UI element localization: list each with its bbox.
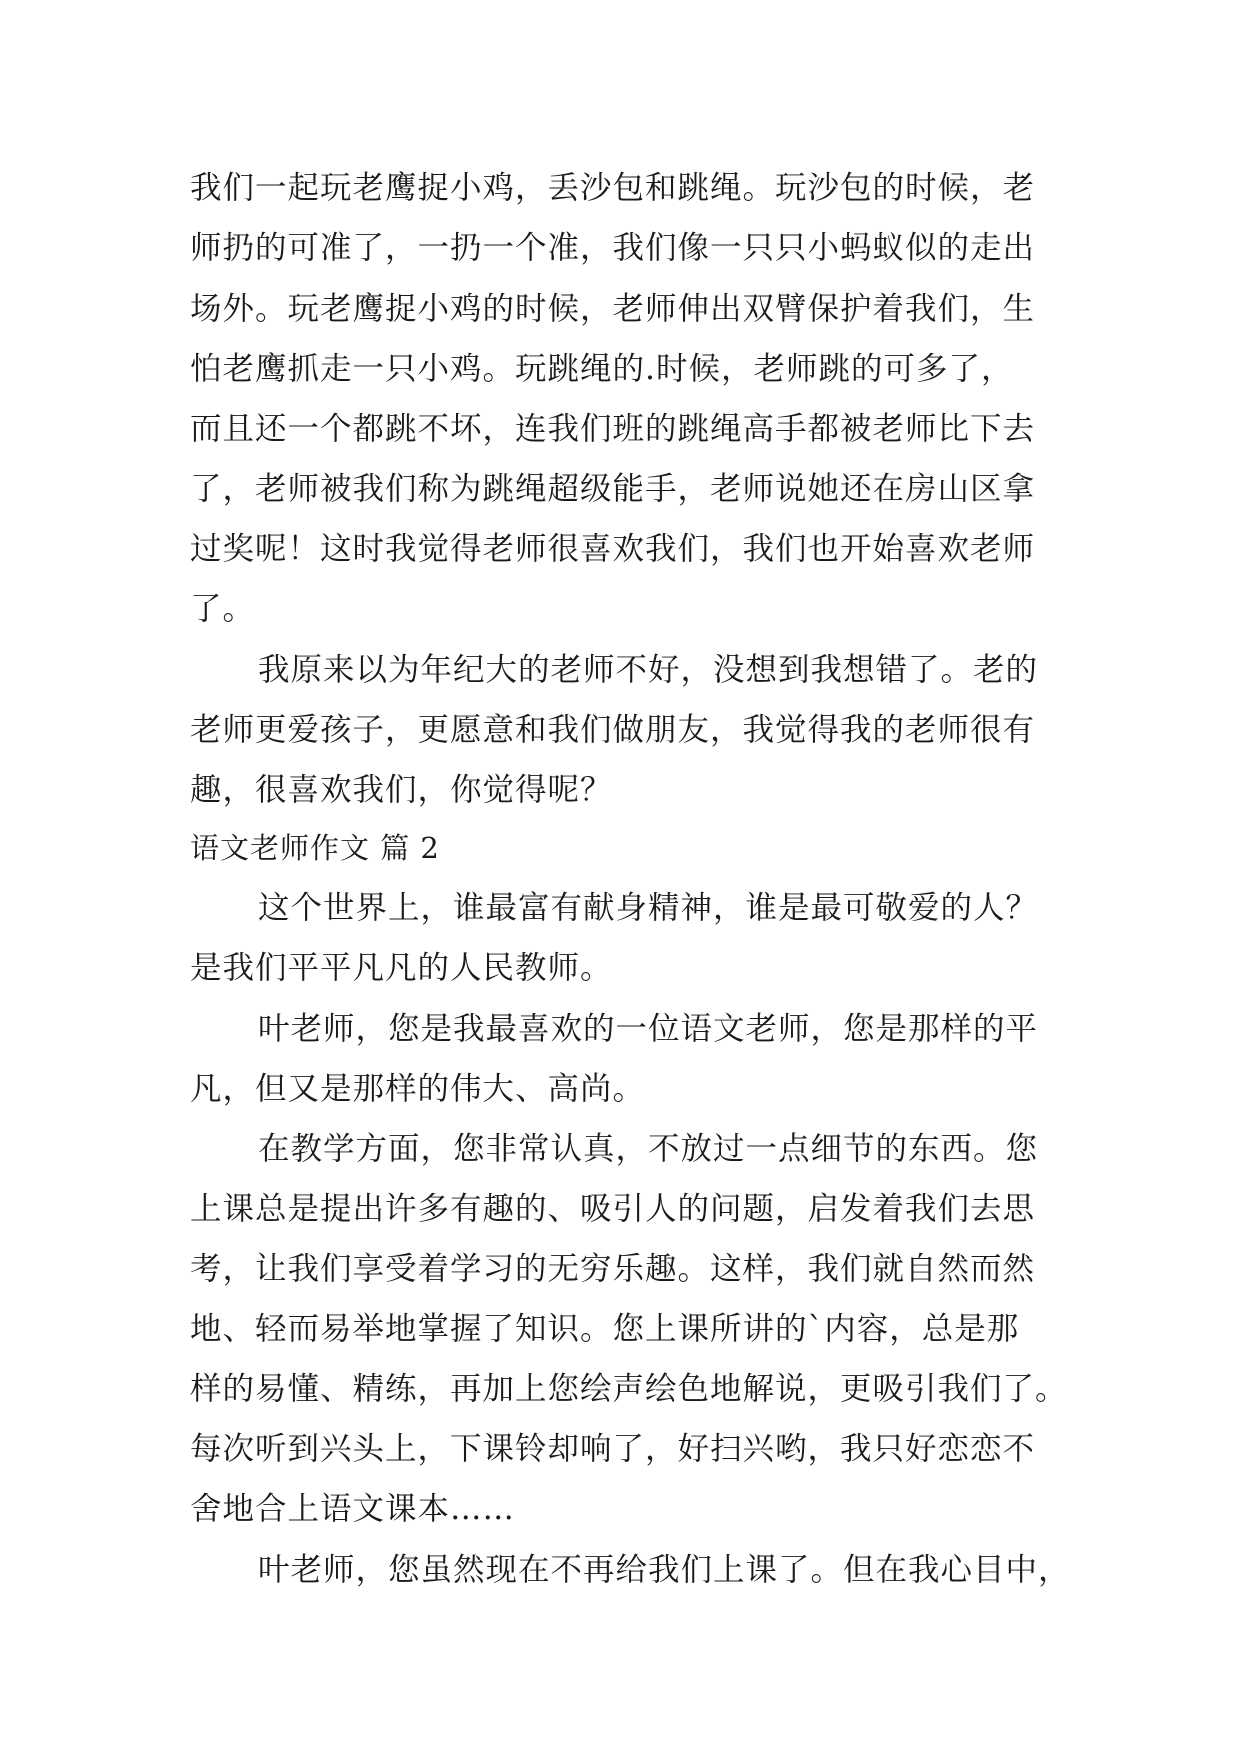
paragraph-first-line: 这个世界上，谁最富有献身精神，谁是最可敬爱的人？ bbox=[258, 890, 1039, 926]
text-line: 是我们平平凡凡的人民教师。 bbox=[190, 950, 613, 986]
text-line: 我们一起玩老鹰捉小鸡，丢沙包和跳绳。玩沙包的时候，老 bbox=[190, 170, 1036, 206]
text-line: 上课总是提出许多有趣的、吸引人的问题，启发着我们去思 bbox=[190, 1191, 1036, 1227]
text-line: 样的易懂、精练，再加上您绘声绘色地解说，更吸引我们了。 bbox=[190, 1371, 1068, 1407]
paragraph-first-line: 叶老师，您是我最喜欢的一位语文老师，您是那样的平 bbox=[258, 1011, 1039, 1047]
text-line: 场外。玩老鹰捉小鸡的时候，老师伸出双臂保护着我们，生 bbox=[190, 291, 1036, 327]
text-line: 舍地合上语文课本…… bbox=[190, 1491, 516, 1527]
text-line: 凡，但又是那样的伟大、高尚。 bbox=[190, 1071, 646, 1107]
text-line: 趣，很喜欢我们，你觉得呢？ bbox=[190, 772, 613, 808]
text-line: 老师更爱孩子，更愿意和我们做朋友，我觉得我的老师很有 bbox=[190, 712, 1036, 748]
text-line: 了。 bbox=[190, 591, 256, 627]
text-line: 考，让我们享受着学习的无穷乐趣。这样，我们就自然而然 bbox=[190, 1251, 1036, 1287]
paragraph-first-line: 我原来以为年纪大的老师不好，没想到我想错了。老的 bbox=[258, 652, 1039, 688]
text-line: 师扔的可准了，一扔一个准，我们像一只只小蚂蚁似的走出 bbox=[190, 230, 1036, 266]
text-line: 每次听到兴头上，下课铃却响了，好扫兴哟，我只好恋恋不 bbox=[190, 1431, 1036, 1467]
section-heading: 语文老师作文 篇 2 bbox=[190, 831, 440, 865]
text-line: 怕老鹰抓走一只小鸡。玩跳绳的.时候，老师跳的可多了， bbox=[190, 351, 1014, 387]
text-line: 过奖呢！这时我觉得老师很喜欢我们，我们也开始喜欢老师 bbox=[190, 531, 1036, 567]
paragraph-first-line: 在教学方面，您非常认真，不放过一点细节的东西。您 bbox=[258, 1131, 1039, 1167]
text-line: 而且还一个都跳不坏，连我们班的跳绳高手都被老师比下去 bbox=[190, 411, 1036, 447]
paragraph-first-line: 叶老师，您虽然现在不再给我们上课了。但在我心目中， bbox=[258, 1552, 1071, 1588]
text-line: 地、轻而易举地掌握了知识。您上课所讲的`内容，总是那 bbox=[190, 1311, 1020, 1347]
text-line: 了，老师被我们称为跳绳超级能手，老师说她还在房山区拿 bbox=[190, 471, 1036, 507]
